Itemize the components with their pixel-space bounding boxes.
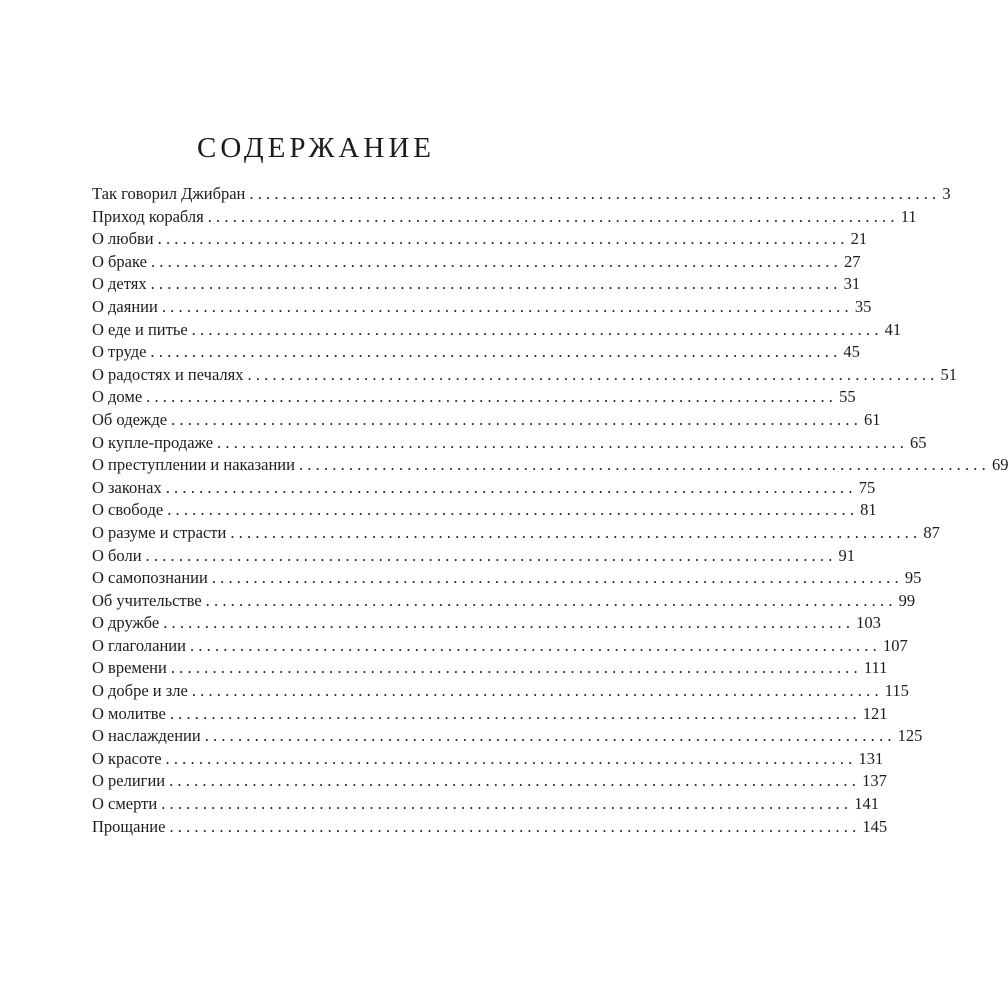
toc-entry-title: О даянии (92, 296, 158, 316)
toc-entry-page-number: 111 (863, 658, 888, 678)
toc-dot-leader: ................................................................................... (169, 703, 861, 723)
toc-entry-title: О законах (92, 477, 162, 497)
toc-entry-page-number: 107 (882, 635, 908, 655)
toc-entry-title: О глаголании (92, 635, 186, 655)
toc-entry (92, 319, 902, 342)
toc-entry (92, 183, 951, 206)
toc-entry-page-number: 35 (854, 296, 872, 316)
toc-entry-title: О боли (92, 545, 142, 565)
toc-entry-title: О свободе (92, 500, 164, 520)
toc-dot-leader: ................................................................................... (165, 748, 857, 768)
toc-dot-leader: ................................................................................... (171, 409, 863, 429)
toc-entry-title: Приход корабля (92, 206, 204, 226)
toc-entry-page-number: 131 (858, 748, 884, 768)
toc-dot-leader: ................................................................................... (167, 500, 859, 520)
toc-entry (92, 273, 861, 296)
toc-entry-title: О молитве (92, 703, 166, 723)
toc-entry-page-number: 137 (862, 771, 887, 791)
toc-entry-title: Прощание (92, 816, 166, 836)
toc-dot-leader: ................................................................................... (165, 477, 857, 497)
toc-entry (92, 635, 908, 658)
toc-dot-leader: ................................................................................... (189, 635, 881, 655)
toc-dot-leader: ................................................................................... (150, 274, 842, 294)
toc-entry-title: О красоте (92, 748, 162, 768)
toc-entry-title: Об одежде (92, 409, 168, 429)
toc-entry-title: О преступлении и наказании (92, 455, 295, 475)
toc-entry (92, 748, 884, 771)
toc-entry-title: О радостях и печалях (92, 364, 244, 384)
toc-entry-page-number: 21 (850, 229, 868, 249)
toc-dot-leader: ................................................................................... (217, 432, 909, 452)
toc-dot-leader: ................................................................................... (211, 568, 903, 588)
toc-entry-page-number: 141 (854, 794, 879, 814)
toc-entry-title: О детях (92, 274, 147, 294)
toc-entry-page-number: 11 (900, 206, 917, 226)
toc-entry (92, 341, 860, 364)
toc-dot-leader: ................................................................................... (145, 545, 837, 565)
toc-entry-page-number: 87 (923, 522, 940, 542)
toc-entry-page-number: 121 (862, 703, 888, 723)
toc-entry-title: О еде и питье (92, 319, 188, 339)
toc-dot-leader: ................................................................................... (191, 681, 883, 701)
toc-dot-leader: ................................................................................... (205, 590, 897, 610)
toc-entry-page-number: 145 (862, 816, 888, 836)
toc-entry (92, 499, 877, 522)
toc-dot-leader: ................................................................................... (157, 229, 849, 249)
toc-entry-page-number: 103 (856, 613, 881, 633)
toc-dot-leader: ................................................................................... (249, 184, 941, 203)
toc-entry-title: О любви (92, 229, 154, 249)
toc-entry-page-number: 55 (839, 387, 856, 407)
toc-dot-leader: ................................................................................... (169, 771, 861, 791)
toc-dot-leader: ................................................................................... (146, 387, 838, 407)
toc-entry-page-number: 27 (843, 251, 861, 271)
toc-dot-leader: ................................................................................... (207, 206, 899, 226)
toc-entry-page-number: 51 (940, 364, 957, 384)
toc-dot-leader: ................................................................................... (247, 364, 939, 384)
toc-entry (92, 364, 957, 387)
toc-entry-page-number: 69 (991, 455, 1008, 475)
toc-entry (92, 657, 888, 680)
toc-dot-leader: ................................................................................... (163, 613, 855, 633)
toc-entry-title: О религии (92, 771, 166, 791)
toc-entry-title: О дружбе (92, 613, 160, 633)
toc-entry-page-number: 61 (864, 409, 881, 429)
toc-entry (92, 432, 927, 455)
toc-entry-title: О купле-продаже (92, 432, 214, 452)
toc-entry-page-number: 125 (897, 726, 923, 746)
toc-dot-leader: ................................................................................... (230, 522, 922, 542)
toc-entry-title: Об учительстве (92, 590, 202, 610)
toc-dot-leader: ................................................................................... (161, 794, 853, 814)
toc-entry-title: Так говорил Джибран (92, 184, 246, 203)
toc-entry (92, 816, 888, 839)
toc-entry (92, 793, 879, 816)
toc-entry-title: О разуме и страсти (92, 522, 227, 542)
toc-entry-page-number: 65 (910, 432, 927, 452)
toc-entry-title: О доме (92, 387, 143, 407)
toc-entry-page-number: 99 (898, 590, 916, 610)
toc-entry-title: О времени (92, 658, 167, 678)
toc-entry-title: О браке (92, 251, 147, 271)
toc-entry (92, 703, 888, 726)
toc-entry-page-number: 115 (884, 681, 909, 701)
toc-entry-page-number: 3 (942, 184, 951, 203)
toc-dot-leader: ................................................................................... (204, 726, 896, 746)
toc-entry (92, 522, 940, 545)
toc-entry (92, 409, 881, 432)
toc-entry-page-number: 91 (838, 545, 856, 565)
toc-entry (92, 206, 917, 229)
toc-entry-title: О добре и зле (92, 681, 188, 701)
toc-entry (92, 725, 923, 748)
toc-entry-page-number: 81 (860, 500, 877, 520)
toc-entry (92, 545, 856, 568)
toc-entry-title: О наслаждении (92, 726, 201, 746)
toc-dot-leader: ................................................................................... (298, 455, 990, 475)
toc-entry-page-number: 45 (843, 342, 860, 362)
toc-entry-title: О смерти (92, 794, 158, 814)
toc-dot-leader: ................................................................................... (170, 658, 862, 678)
toc-entry (92, 590, 916, 613)
toc-entry (92, 296, 872, 319)
page-title: СОДЕРЖАНИЕ (197, 132, 435, 164)
toc-dot-leader: ................................................................................... (191, 319, 883, 339)
toc-entry-page-number: 75 (858, 477, 876, 497)
toc-entry (92, 454, 1008, 477)
toc-dot-leader: ................................................................................... (169, 816, 861, 836)
toc-entry (92, 770, 887, 793)
toc-entry (92, 477, 876, 500)
toc-entry (92, 612, 881, 635)
toc-entry-title: О труде (92, 342, 147, 362)
toc-entry-title: О самопознании (92, 568, 208, 588)
toc-entry (92, 228, 868, 251)
toc-entry (92, 386, 856, 409)
toc-entry-page-number: 41 (884, 319, 902, 339)
toc-dot-leader: ................................................................................... (150, 342, 842, 362)
toc-dot-leader: ................................................................................... (161, 296, 853, 316)
table-of-contents (92, 183, 1008, 838)
toc-entry (92, 251, 861, 274)
toc-dot-leader: ................................................................................... (150, 251, 842, 271)
toc-entry-page-number: 31 (843, 274, 861, 294)
toc-entry (92, 680, 909, 703)
toc-entry-page-number: 95 (904, 568, 922, 588)
toc-entry (92, 567, 922, 590)
